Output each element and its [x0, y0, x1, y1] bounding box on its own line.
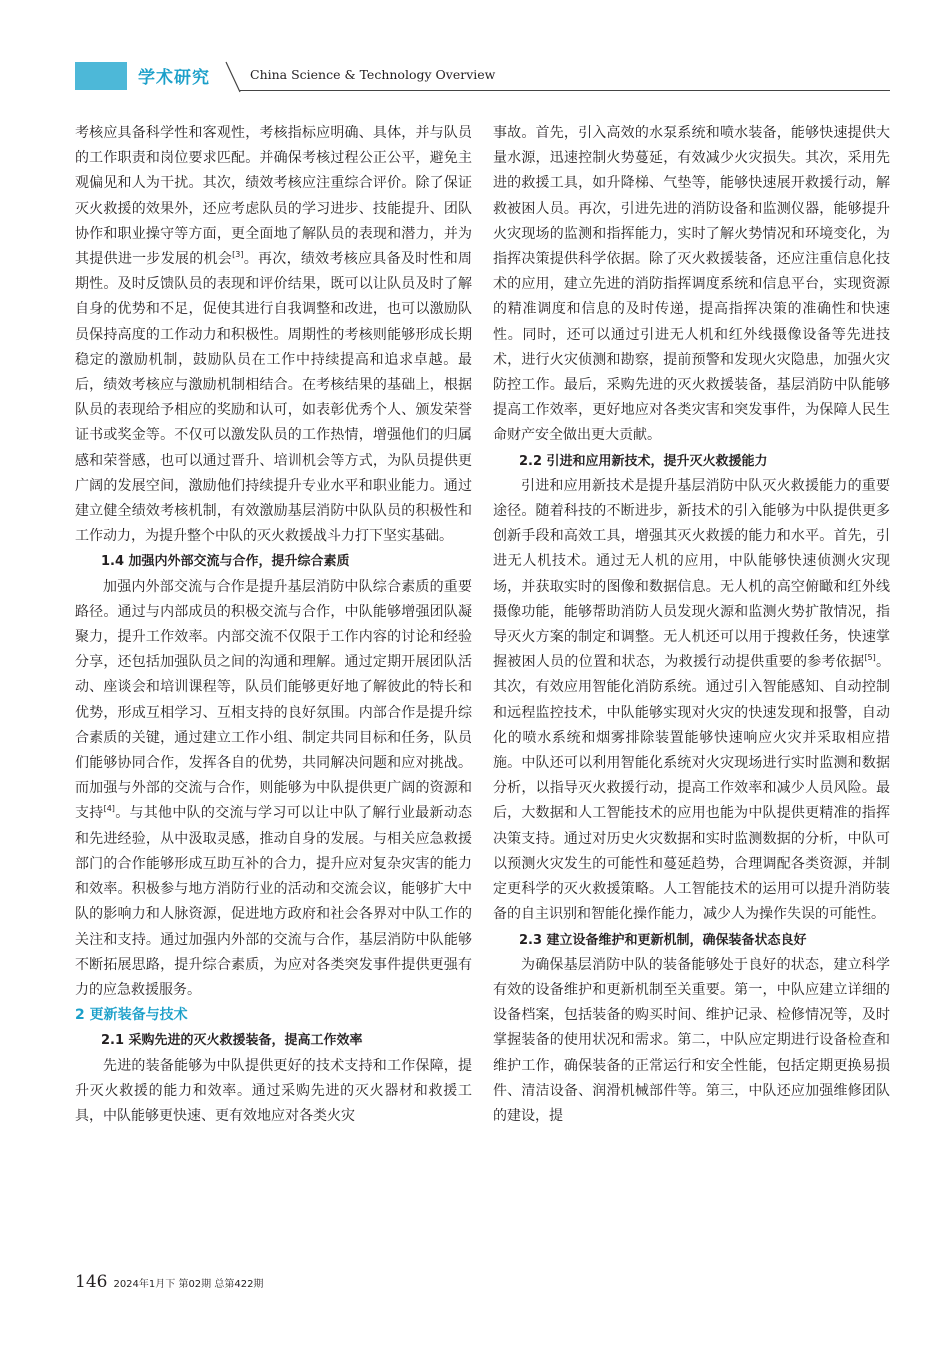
header-rule: [240, 90, 890, 91]
heading-2: 2 更新装备与技术: [75, 1007, 188, 1024]
paragraph-equipment-intro: 先进的装备能够为中队提供更好的技术支持和工作保障，提升灭火救援的能力和效率。通过采购先进的灭火器材和救援工具，中队能够更快速、更有效地应对各类火灾: [75, 1057, 472, 1124]
left-column: [75, 121, 472, 1129]
issue-info: 2024年1月下 第02期 总第422期: [113, 1279, 264, 1290]
heading-2-2: 2.2 引进和应用新技术，提升灭火救援能力: [519, 453, 768, 469]
citation-5: [5]: [864, 653, 876, 663]
paragraph-new-technology: 引进和应用新技术是提升基层消防中队灭火救援能力的重要途径。随着科技的不断进步，新技术的引入能够为中队提供更多创新手段和高效工具，增强其灭火救援的能力和水平。首先，引进无人机技术。通过无人机的应用，中队能够快速侦测火灾现场，并获取实时的图像和数据信息。无人机的高空俯瞰和红外线摄像功能，能够帮助消防人员发现火源和监测火势扩散情况，指导灭火方案的制定和调整。无人机还可以用于搜救任务，快速掌握被困人员的位置和状态，为救援行动提供重要的参考依据[5]。其次，有效应用智能化消防系统。通过引入智能感知、自动控制和远程监控技术，中队能够实现对火灾的快速发现和报警，自动化的喷水系统和烟雾排除装置能够快速响应火灾并采取相应措施。中队还可以利用智能化系统对火灾现场进行实时监测和数据分析，以指导灭火救援行动，提高工作效率和减少人员风险。最后，大数据和人工智能技术的应用也能为中队提供更精准的指挥决策支持。通过对历史火灾数据和实时监测数据的分析，中队可以预测火灾发生的可能性和蔓延趋势，合理调配各类资源，并制定更科学的灭火救援策略。人工智能技术的运用可以提升消防装备的自主识别和智能化操作能力，减少人为操作失误的可能性。: [493, 477, 891, 923]
header-color-block: [75, 62, 127, 90]
paragraph-performance-appraisal: 考核应具备科学性和客观性，考核指标应明确、具体，并与队员的工作职责和岗位要求匹配。并确保考核过程公正公平，避免主观偏见和人为干扰。其次，绩效考核应注重综合评价。除了保证灭火救援的效果外，还应考虑队员的学习进步、技能提升、团队协作和职业操守等方面，更全面地了解队员的表现和潜力，并为其提供进一步发展的机会[3]。再次，绩效考核应具备及时性和周期性。及时反馈队员的表现和评价结果，既可以让队员及时了解自身的优势和不足，促使其进行自我调整和改进，也可以激励队员保持高度的工作动力和积极性。周期性的考核则能够形成长期稳定的激励机制，鼓励队员在工作中持续提高和追求卓越。最后，绩效考核应与激励机制相结合。在考核结果的基础上，根据队员的表现给予相应的奖励和认可，如表彰优秀个人、颁发荣誉证书或奖金等。不仅可以激发队员的工作热情，增强他们的归属感和荣誉感，也可以通过晋升、培训机会等方式，为队员提供更广阔的发展空间，激励他们持续提升专业水平和职业能力。通过建立健全绩效考核机制，有效激励基层消防中队队员的积极性和工作动力，为提升整个中队的灭火救援战斗力打下坚实基础。: [75, 125, 473, 545]
citation-4: [4]: [103, 804, 115, 814]
section-title: 学术研究: [138, 68, 210, 88]
heading-1-4: 1.4 加强内外部交流与合作，提升综合素质: [101, 554, 350, 570]
journal-name: China Science & Technology Overview: [250, 67, 496, 82]
header-slash-divider: [224, 60, 242, 94]
paragraph-equipment-cont: 事故。首先，引入高效的水泵系统和喷水装备，能够快速提供大量水源，迅速控制火势蔓延，有效减少火灾损失。其次，采用先进的救援工具，如升降梯、气垫等，能够快速展开救援行动，解救被困人员。再次，引进先进的消防设备和监测仪器，能够提升火灾现场的监测和指挥能力，实时了解火势情况和环境变化，为指挥决策提供科学依据。除了灭火救援装备，还应注重信息化技术的应用，建立先进的消防指挥调度系统和信息平台，实现资源的精准调度和信息的及时传递，提高指挥决策的准确性和快速性。同时，还可以通过引进无人机和红外线摄像设备等先进技术，进行火灾侦测和勘察，提前预警和发现火灾隐患，加强火灾防控工作。最后，采购先进的灭火救援装备，基层消防中队能够提高工作效率，更好地应对各类灾害和突发事件，为保障人民生命财产安全做出更大贡献。: [493, 125, 890, 444]
heading-2-1: 2.1 采购先进的灭火救援装备，提高工作效率: [101, 1033, 363, 1049]
citation-3: [3]: [232, 250, 244, 260]
heading-2-3: 2.3 建立设备维护和更新机制，确保装备状态良好: [519, 932, 807, 948]
paragraph-communication: 加强内外部交流与合作是提升基层消防中队综合素质的重要路径。通过与内部成员的积极交流与合作，中队能够增强团队凝聚力，提升工作效率。内部交流不仅限于工作内容的讨论和经验分享，还包括加强队员之间的沟通和理解。通过定期开展团队活动、座谈会和培训课程等，队员们能够更好地了解彼此的特长和优势，形成互相学习、互相支持的良好氛围。内部合作是提升综合素质的关键，通过建立工作小组、制定共同目标和任务，队员们能够协同合作，发挥各自的优势，共同解决问题和应对挑战。而加强与外部的交流与合作，则能够为中队提供更广阔的资源和支持[4]。与其他中队的交流与学习可以让中队了解行业最新动态和先进经验，从中汲取灵感，推动自身的发展。与相关应急救援部门的合作能够形成互助互补的合力，提升应对复杂灾害的能力和效率。积极参与地方消防行业的活动和交流会议，能够扩大中队的影响力和人脉资源，促进地方政府和社会各界对中队工作的关注和支持。通过加强内外部的交流与合作，基层消防中队能够不断拓展思路，提升综合素质，为应对各类突发事件提供更强有力的应急救援服务。: [75, 578, 473, 998]
page-footer: [75, 1272, 263, 1292]
page-number: 146: [75, 1272, 108, 1292]
paragraph-maintenance: 为确保基层消防中队的装备能够处于良好的状态，建立科学有效的设备维护和更新机制至关重要。第一，中队应建立详细的设备档案，包括装备的购买时间、维护记录、检修情况等，及时掌握装备的使用状况和需求。第二，中队应定期进行设备检查和维护工作，确保装备的正常运行和安全性能，包括定期更换易损件、清洁设备、润滑机械部件等。第三，中队还应加强维修团队的建设，提: [493, 956, 890, 1124]
right-column: [493, 121, 890, 1129]
